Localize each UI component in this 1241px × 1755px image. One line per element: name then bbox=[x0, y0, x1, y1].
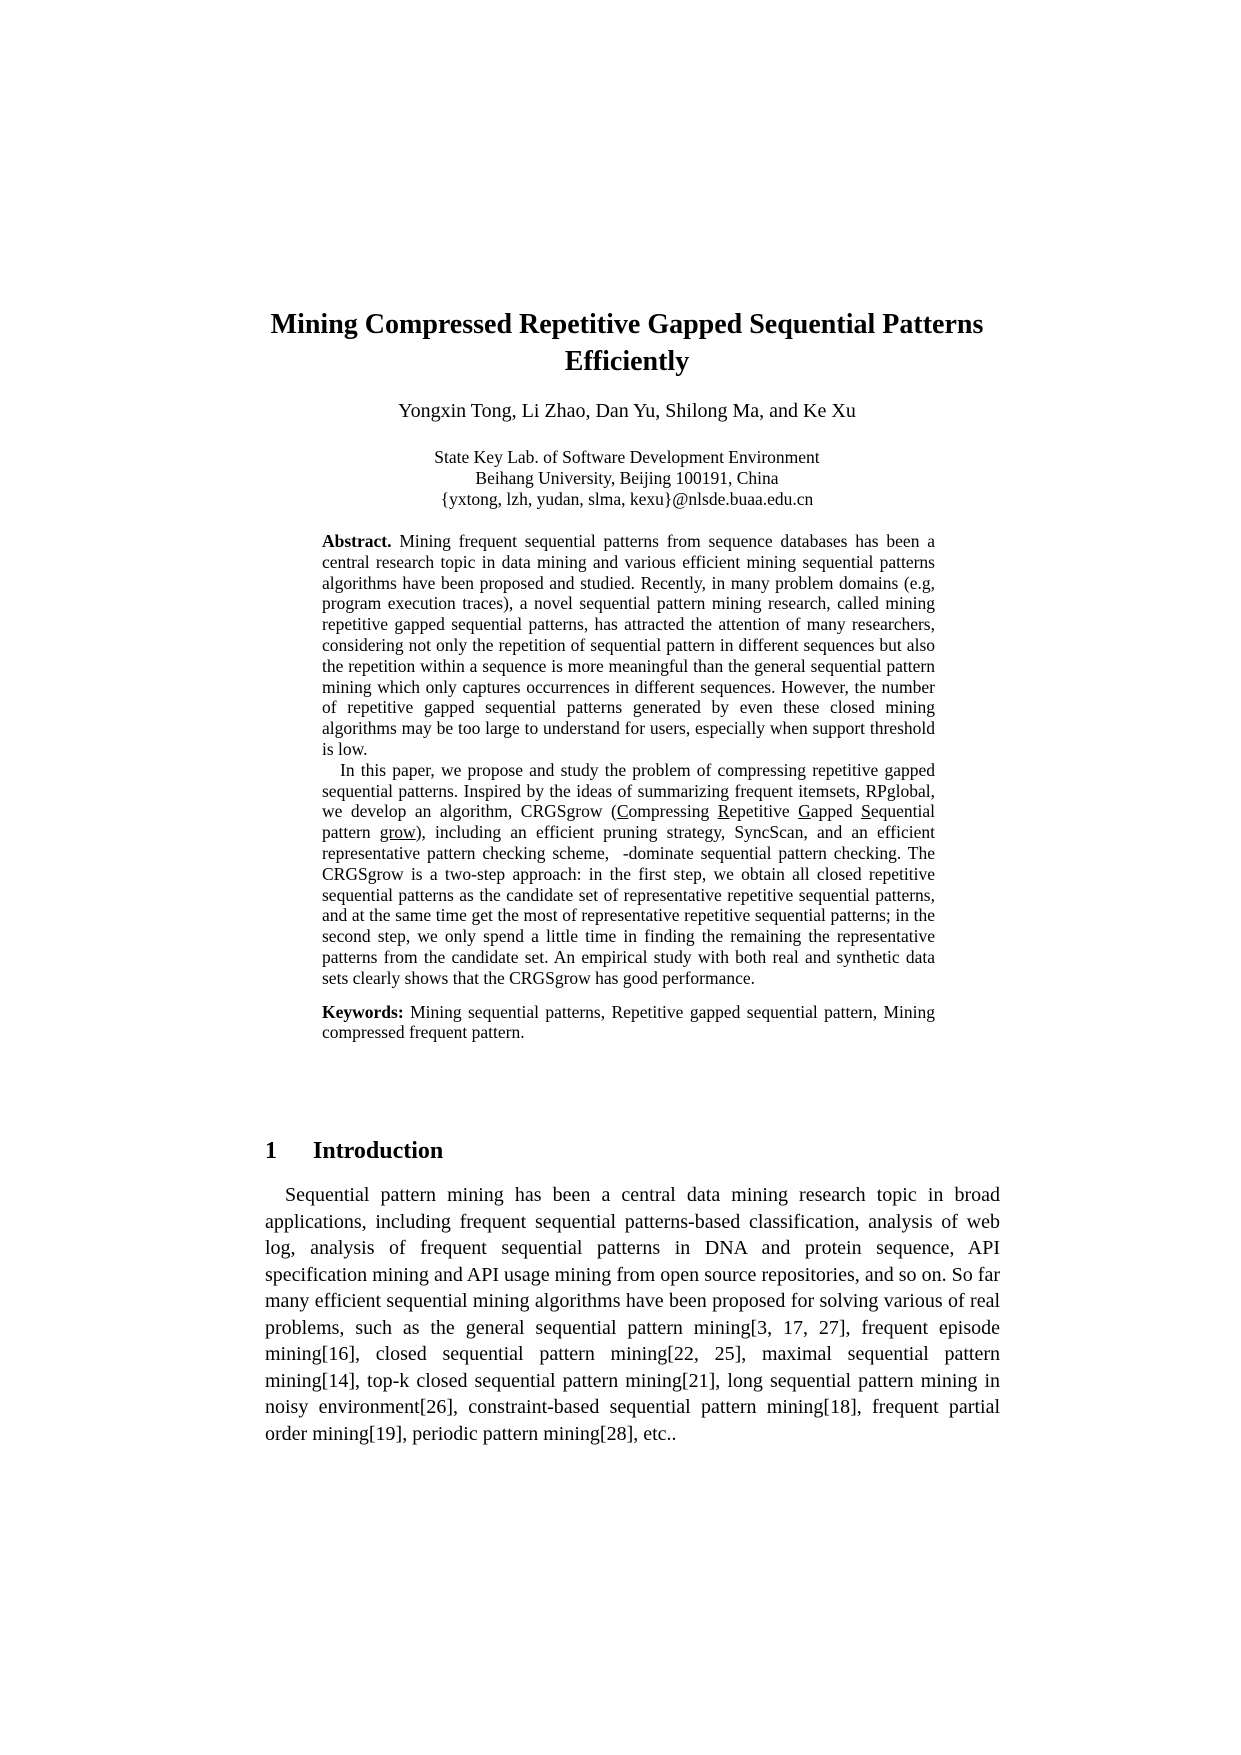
paper-title: Mining Compressed Repetitive Gapped Sequential Patterns Efficiently bbox=[270, 309, 984, 377]
keywords-text: Mining sequential patterns, Repetitive gapped sequential pattern, Mining compressed frequent pattern. bbox=[322, 1001, 936, 1043]
section-number: 1 bbox=[265, 1138, 277, 1164]
affiliation-university: Beihang University, Beijing 100191, China bbox=[475, 468, 779, 488]
affiliation-emails: {yxtong, lzh, yudan, slma, kexu}@nlsde.buaa.edu.cn bbox=[440, 489, 814, 509]
abstract-label: Abstract. bbox=[322, 531, 392, 551]
affiliation-lab: State Key Lab. of Software Development Environment bbox=[434, 447, 820, 467]
abstract-paragraph-2: In this paper, we propose and study the problem of compressing repetitive gapped sequential patterns. Inspired by the ideas of summarizing frequent itemsets, RPglobal, we develop an algorithm, CRGSgrow (Compressing Repetitive Gapped Sequential pattern grow), including an efficient pruning strategy, SyncScan, and an efficient representative pattern checking scheme, -dominate sequential pattern checking. The CRGSgrow is a two-step approach: in the first step, we obtain all closed repetitive sequential patterns as the candidate set of representative repetitive sequential patterns, and at the same time get the most of representative repetitive sequential patterns; in the second step, we only spend a little time in finding the remaining the representative patterns from the candidate set. An empirical study with both real and synthetic data sets clearly shows that the CRGSgrow has good performance. bbox=[322, 759, 935, 988]
authors-line: Yongxin Tong, Li Zhao, Dan Yu, Shilong Ma, and Ke Xu bbox=[398, 400, 856, 422]
section-1-heading bbox=[265, 1136, 1000, 1166]
abstract-text-1: Mining frequent sequential patterns from sequence databases has been a central research topic in data mining and various efficient mining sequential patterns algorithms have been proposed and studied. Recently, in many problem domains (e.g, program execution traces), a novel sequential pattern mining research, called mining repetitive gapped sequential patterns, has attracted the attention of many researchers, considering not only the repetition of sequential pattern in different sequences but also the repetition within a sequence is more meaningful than the general sequential pattern mining which only captures occurrences in different sequences. However, the number of repetitive gapped sequential patterns generated by even these closed mining algorithms may be too large to understand for users, especially when support threshold is low. bbox=[322, 531, 936, 759]
abstract-paragraph-1 bbox=[322, 531, 935, 760]
keywords-label: Keywords: bbox=[322, 1001, 404, 1022]
affiliation-block bbox=[254, 447, 1000, 510]
section-title: Introduction bbox=[313, 1138, 444, 1164]
keywords-paragraph bbox=[322, 1002, 935, 1044]
abstract-block bbox=[322, 531, 935, 1043]
intro-paragraph: Sequential pattern mining has been a central data mining research topic in broad applications, including frequent sequential patterns-based classification, analysis of web log, analysis of frequent sequential patterns in DNA and protein sequence, API specification mining and API usage mining from open source repositories, and so on. So far many efficient sequential mining algorithms have been proposed for solving various of real problems, such as the general sequential pattern mining[3, 17, 27], frequent episode mining[16], closed sequential pattern mining[22, 25], maximal sequential pattern mining[14], top-k closed sequential pattern mining[21], long sequential pattern mining in noisy environment[26], constraint-based sequential pattern mining[18], frequent partial order mining[19], periodic pattern mining[28], etc.. bbox=[265, 1184, 1000, 1445]
